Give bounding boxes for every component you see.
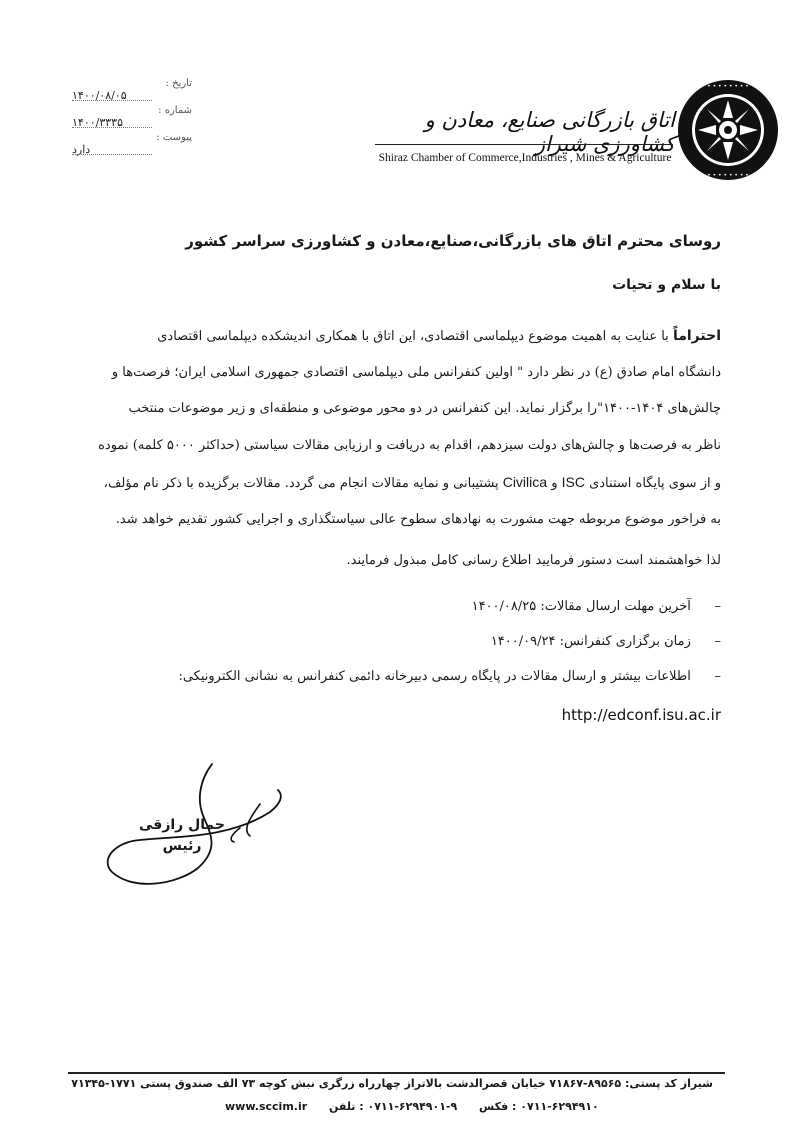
letterhead-divider — [375, 144, 673, 145]
number-row — [62, 105, 192, 132]
letterhead-name-en: Shiraz Chamber of Commerce,Industries , Mines & Agriculture — [378, 152, 672, 164]
bullet-dash: – — [714, 669, 721, 684]
date-label: تاریخ : — [165, 78, 192, 89]
signer-title: رئیس — [162, 838, 202, 854]
addressee: روسای محترم اتاق های بازرگانی،صنایع،معادن و کشاورزی سراسر کشور — [185, 232, 721, 250]
body-line-5-end: پشتیبانی و نمایه مقالات انجام می گردد. مقالات برگزیده با ذکر نام مؤلف، — [103, 475, 499, 491]
svg-text:• • • • • • • •: • • • • • • • • — [707, 172, 749, 179]
request-line: لذا خواهشمند است دستور فرمایید اطلاع رسانی کامل مبذول فرمایند. — [346, 553, 721, 568]
chamber-emblem-icon — [676, 78, 780, 182]
attachment-row — [62, 132, 192, 159]
letter-body — [70, 318, 721, 538]
body-line-6: به فراخور موضوع مربوطه جهت مشورت به نهادهای سطوح عالی سیاستگذاری و اجرایی کشور تقدیم خواهد شد. — [115, 512, 721, 528]
body-line-5-start: و از سوی پایگاه استنادی — [589, 475, 721, 491]
list-item — [178, 662, 721, 697]
number-label: شماره : — [158, 105, 192, 116]
body-line-4: ناظر به فرصت‌ها و چالش‌های دولت سیزدهم، اقدام به دریافت و ارزیابی مقالات سیاستی (حداکثر ۵۰۰۰ کلمه) نموده — [98, 437, 721, 453]
number-dotted-line — [72, 127, 152, 128]
bullet-dash: – — [714, 599, 721, 614]
letter-meta — [62, 78, 192, 159]
list-item — [178, 592, 721, 627]
more-info-text: اطلاعات بیشتر و ارسال مقالات در پایگاه رسمی دبیرخانه دائمی کنفرانس به نشانی الکترونیکی: — [178, 669, 691, 684]
conference-url[interactable]: http://edconf.isu.ac.ir — [561, 706, 721, 724]
footer-contact — [225, 1100, 617, 1113]
svg-text:• • • • • • • •: • • • • • • • • — [707, 83, 749, 90]
attachment-label: پیوست : — [156, 132, 192, 143]
conference-date-text: زمان برگزاری کنفرانس: ۱۴۰۰/۰۹/۲۴ — [490, 634, 691, 649]
body-line-5 — [70, 464, 721, 502]
number-value: ۱۴۰۰/۳۳۳۵ — [72, 116, 123, 129]
footer-fax: ۰۷۱۱-۶۲۹۴۹۱۰ : فکس — [479, 1100, 599, 1113]
body-line-3: چالش‌های ۱۴۰۴-۱۴۰۰"را برگزار نماید. این کنفرانس در دو محور موضوعی و منطقه‌ای و زیر موضوعات منتخب — [128, 401, 721, 417]
body-line-2: دانشگاه امام صادق (ع) در نظر دارد " اولین کنفرانس ملی دیپلماسی اقتصادی جمهوری اسلامی ایران؛ فرصت‌ها و — [111, 365, 721, 381]
deadline-text: آخرین مهلت ارسال مقالات: ۱۴۰۰/۰۸/۲۵ — [471, 599, 691, 614]
list-item — [178, 627, 721, 662]
signer-name: جمال رازقی — [138, 817, 225, 833]
footer-phone: ۰۷۱۱-۶۲۹۴۹۰۱-۹ : تلفن — [329, 1100, 458, 1113]
isc-label: ISC — [561, 473, 585, 490]
footer-address: شیراز کد پستی: ۸۹۵۶۵-۷۱۸۶۷ خیابان قصرالدشت بالاتراز چهارراه زرگری نبش کوچه ۷۳ الف صندوق پستی ۱۷۷۱-۷۱۳۴۵ — [71, 1077, 713, 1090]
and-word: و — [551, 475, 558, 491]
attachment-value: دارد — [72, 143, 91, 156]
footer-website[interactable]: www.sccim.ir — [225, 1100, 308, 1113]
body-line-1 — [70, 318, 721, 355]
greeting: با سلام و تحیات — [612, 277, 721, 293]
date-row — [62, 78, 192, 105]
footer-divider — [68, 1072, 725, 1074]
details-list — [178, 592, 721, 697]
bullet-dash: – — [714, 634, 721, 649]
letterhead-name-fa: اتاق بازرگانی صنایع، معادن و کشاورزی شیراز — [424, 108, 675, 156]
civilica-label: Civilica — [502, 473, 548, 490]
date-dotted-line — [72, 100, 152, 101]
attachment-dotted-line — [72, 154, 152, 155]
body-line-1-text: با عنایت به اهمیت موضوع دیپلماسی اقتصادی، این اتاق با همکاری اندیشکده دیپلماسی اقتصادی — [157, 329, 669, 344]
date-value: ۱۴۰۰/۰۸/۰۵ — [72, 89, 127, 102]
lead-word: احتراماً — [672, 328, 721, 344]
